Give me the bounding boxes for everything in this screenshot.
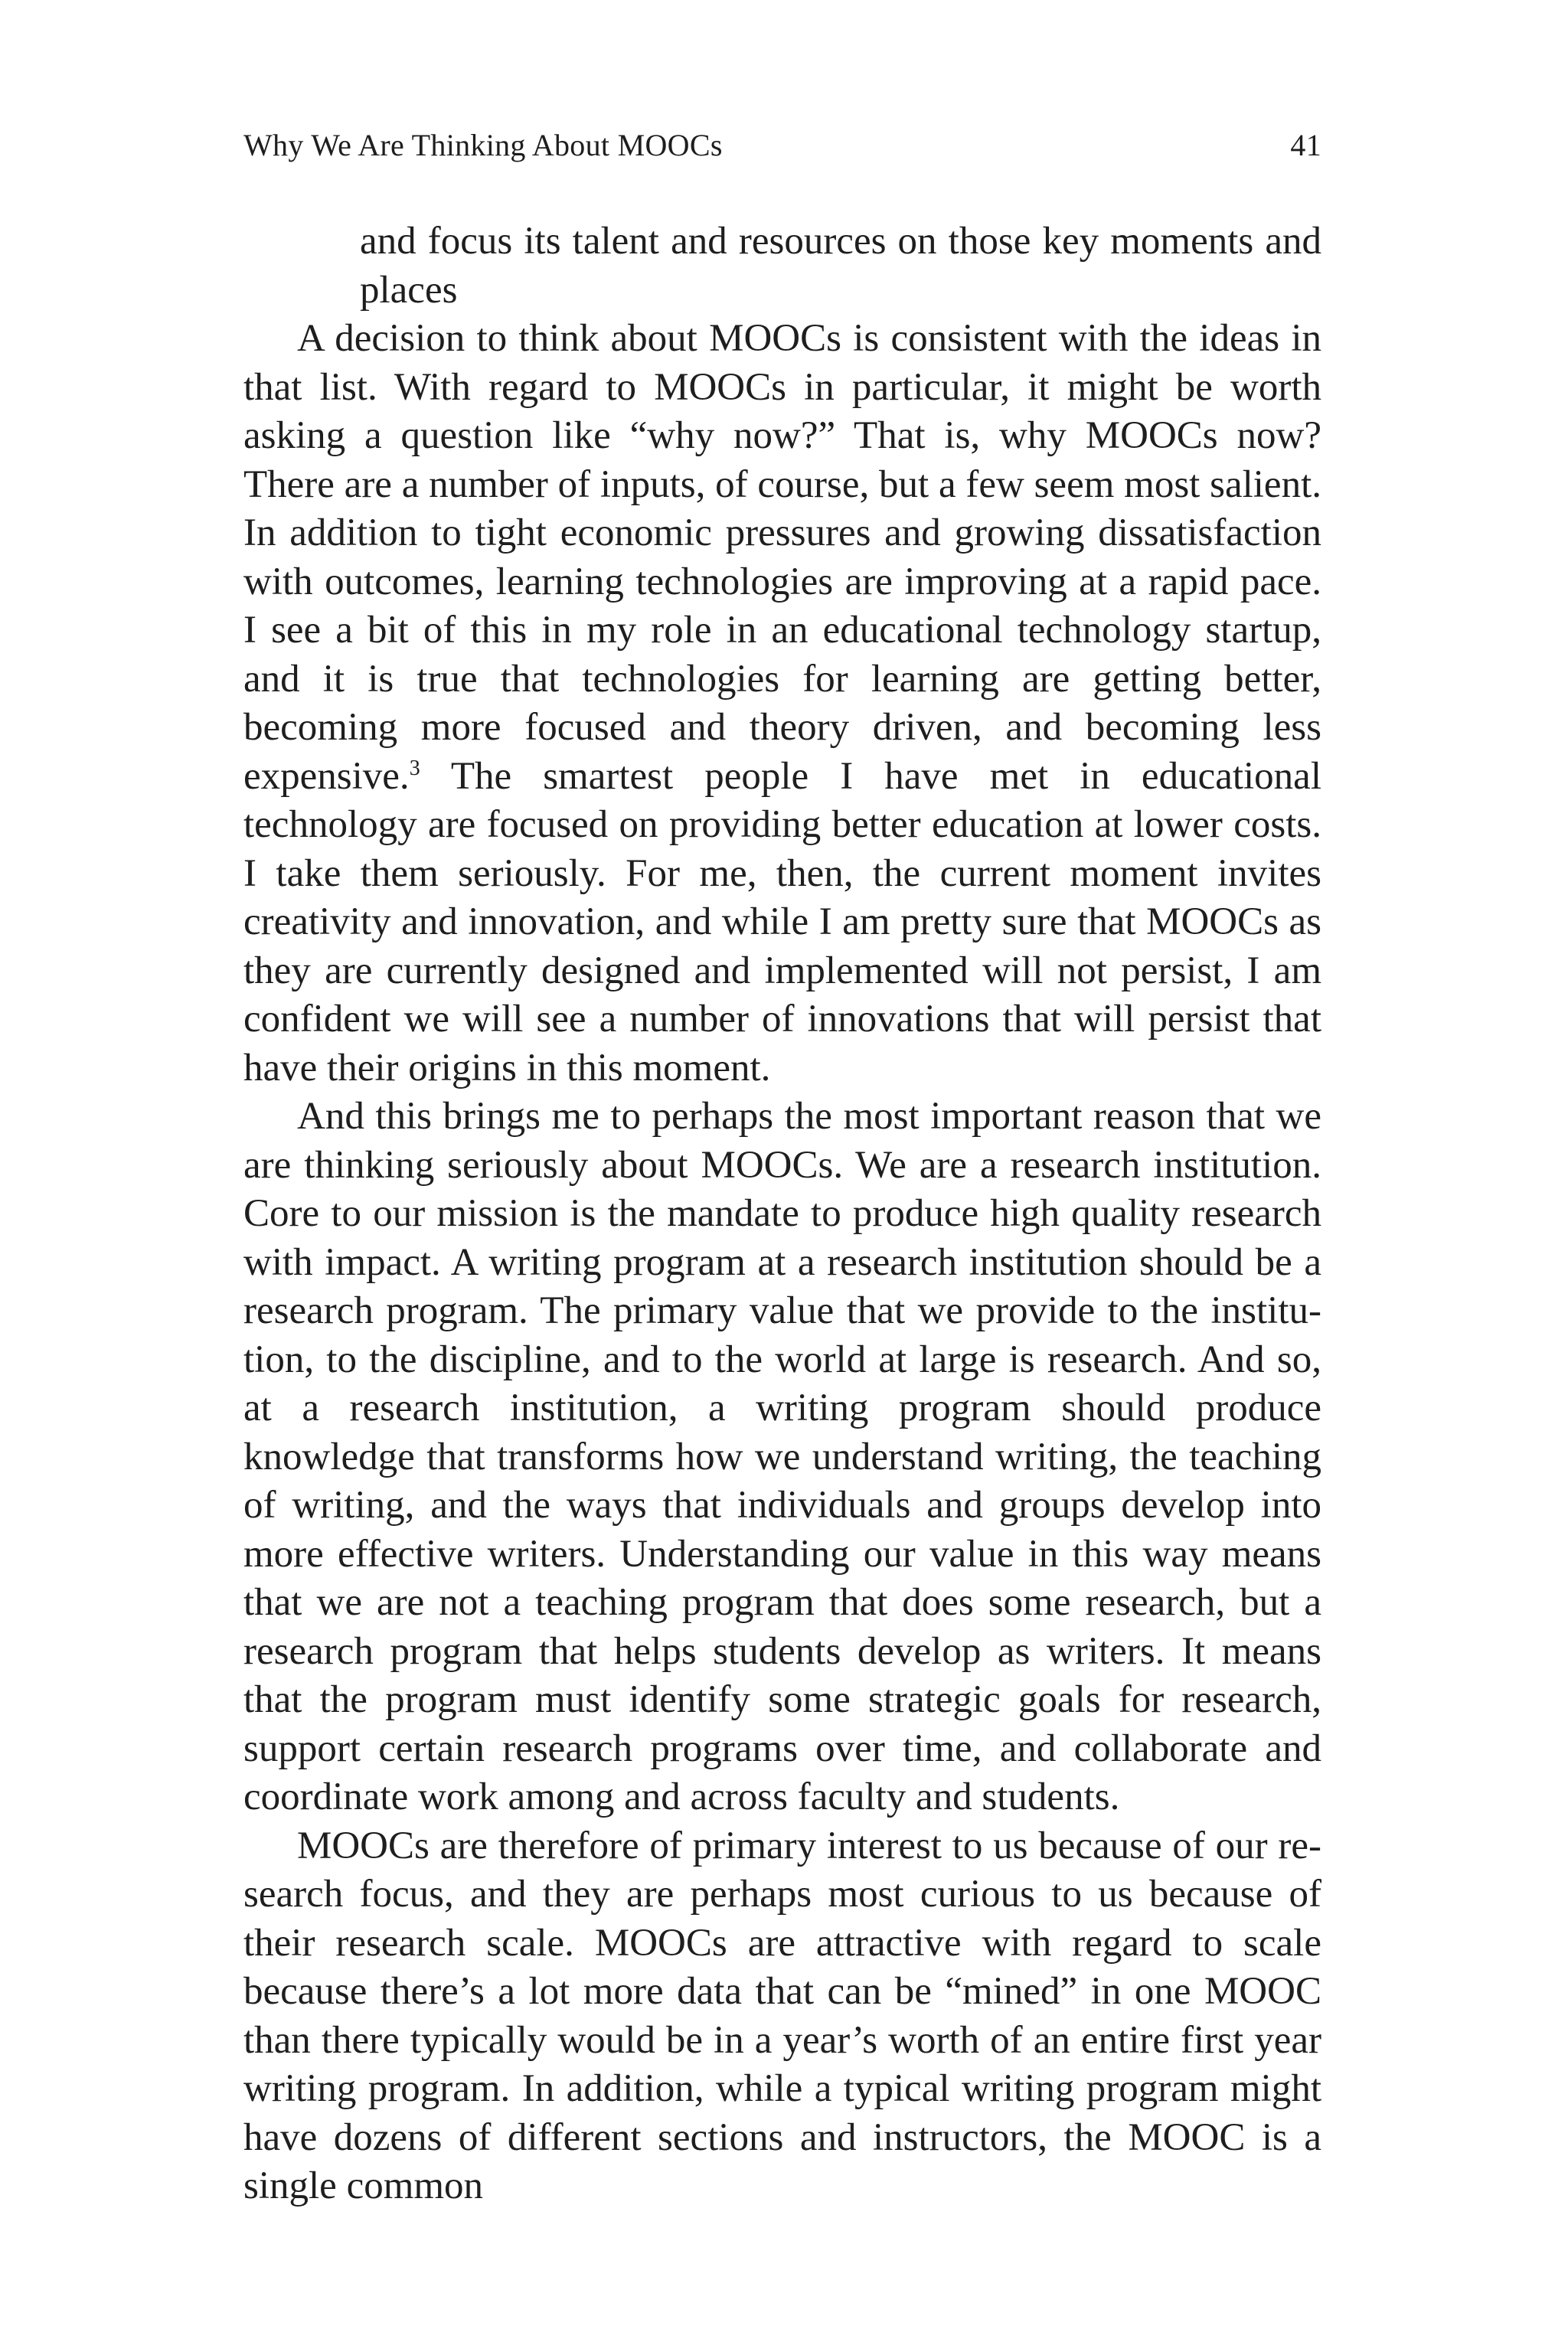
- paragraph-list-item-continuation: and focus its talent and resources on those key moments and places: [360, 220, 1321, 312]
- running-head: [243, 127, 1321, 164]
- paragraph-text: The smartest people I have met in educational technology are focused on providing better education at lower costs. I take them seriously. For me, then, the current moment invites creativity and innovation, and while I am pretty sure that MOOCs as they are currently designed and implemented will not persist, I am confident we will see a number of innovations that will persist that have their origins in this moment.: [243, 754, 1321, 1089]
- body-text: [243, 217, 1321, 2211]
- paragraph-research-scale: MOOCs are therefore of primary interest to us because of our research focus, and they are perhaps most curious to us because of their research scale. MOOCs are attractive with regard to scale because there’s a lot more data that can be “mined” in one MOOC than there typically would be in a year’s worth of an entire first year writing program. In addition, while a typical writing program might have dozens of different sections and instructors, the MOOC is a single common: [243, 1824, 1321, 2207]
- footnote-marker: 3: [409, 756, 420, 780]
- paragraph-text: A decision to think about MOOCs is consistent with the ideas in that list. With regard to MOOCs in particular, it might be worth asking a question like “why now?” That is, why MOOCs now? There are a number of inputs, of course, but a few seem most salient. In addition to tight economic pressures and growing dissatisfaction with outcomes, learning technologies are improving at a rapid pace. I see a bit of this in my role in an educational technology startup, and it is true that technologies for learning are getting better, becoming more focused and theory driven, and becoming less expensive.: [243, 317, 1321, 798]
- paragraph-why-now: [243, 315, 1321, 1093]
- running-head-title: Why We Are Thinking About MOOCs: [243, 128, 723, 162]
- page-number: 41: [1290, 128, 1321, 162]
- paragraph-research-institution: And this brings me to perhaps the most important reason that we are thinking seriously about MOOCs. We are a research institution. Core to our mission is the mandate to produce high quality research with impact. A writing program at a research institution should be a research program. The primary value that we provide to the institution, to the discipline, and to the world at large is research. And so, at a research institution, a writing program should produce knowledge that transforms how we understand writing, the teaching of writing, and the ways that individuals and groups develop into more effective writers. Understanding our value in this way means that we are not a teaching program that does some research, but a research program that helps students develop as writers. It means that the program must identify some strategic goals for research, support certain research programs over time, and collaborate and coordinate work among and across faculty and students.: [243, 1095, 1321, 1818]
